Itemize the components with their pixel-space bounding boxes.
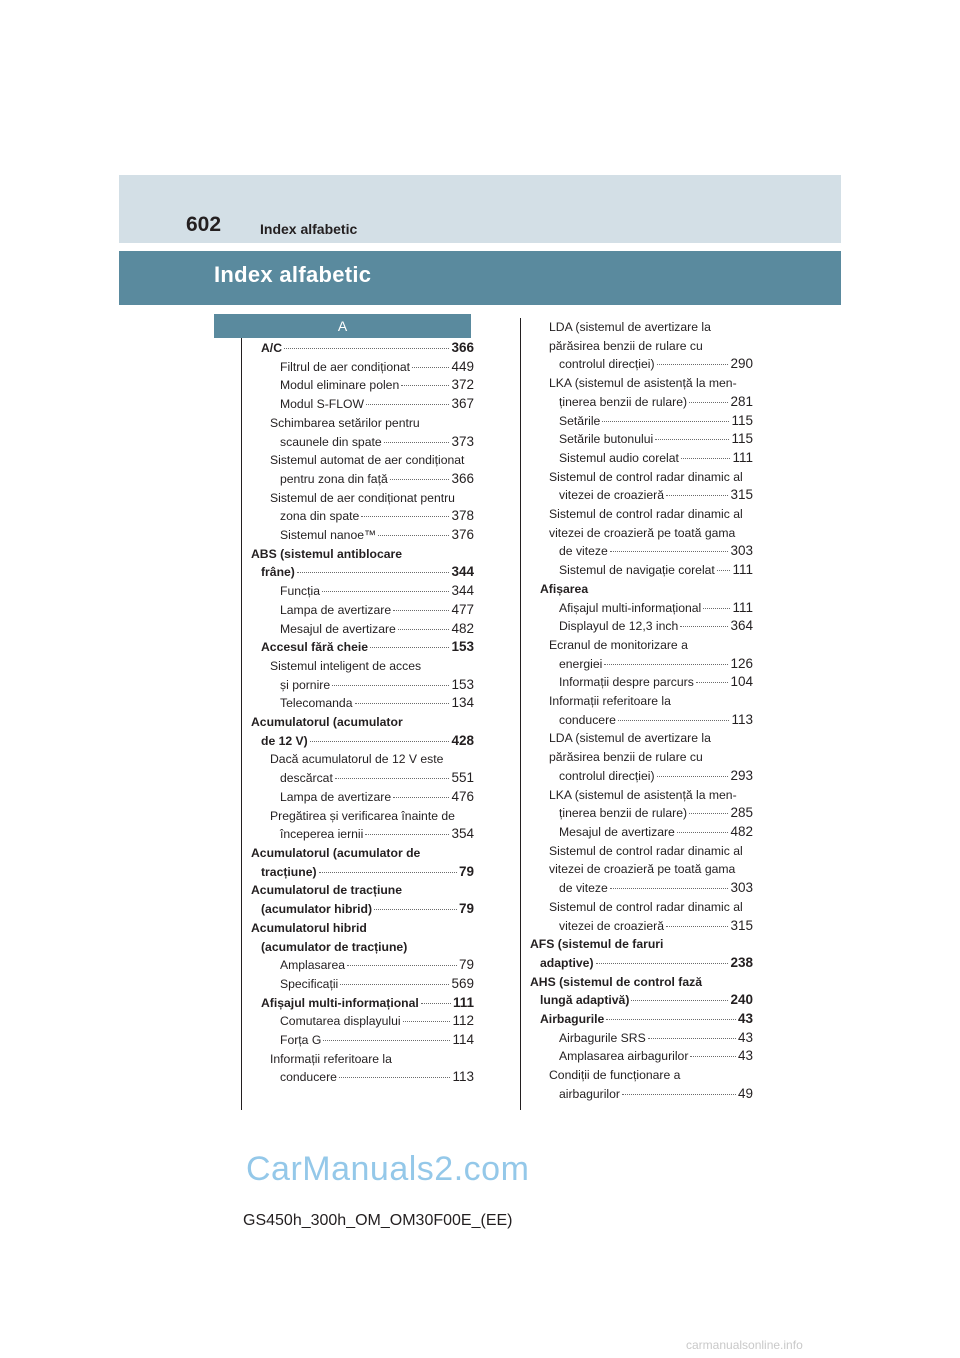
entry-text: Sistemul de control radar dinamic al xyxy=(549,469,743,484)
dot-leader xyxy=(680,626,728,627)
entry-text: AFS (sistemul de faruri xyxy=(530,937,664,952)
dot-leader xyxy=(677,832,729,833)
dot-leader xyxy=(655,439,729,440)
entry-text: începerea iernii xyxy=(280,827,364,842)
page-reference: 449 xyxy=(451,358,474,374)
index-subentry xyxy=(530,1029,753,1048)
header-band xyxy=(119,175,841,243)
entry-text: Sistemul inteligent de acces xyxy=(270,658,422,673)
entry-text: Acumulatorul de tracțiune xyxy=(251,883,403,898)
entry-text: descărcat xyxy=(280,771,333,786)
dot-leader xyxy=(666,495,728,496)
entry-text: vitezei de croazieră pe toată gama xyxy=(549,525,736,540)
dot-leader xyxy=(374,909,457,910)
index-column-right xyxy=(530,318,753,1104)
page-reference: 344 xyxy=(451,564,474,580)
index-subentry xyxy=(251,601,474,620)
dot-leader xyxy=(332,685,449,686)
dot-leader xyxy=(393,610,449,611)
entry-text: Sistemul de control radar dinamic al xyxy=(549,899,743,914)
dot-leader xyxy=(339,1077,451,1078)
entry-text: ținerea benzii de rulare) xyxy=(559,394,688,409)
entry-text: Telecomanda xyxy=(280,696,353,711)
entry-text: Acumulatorul (acumulator xyxy=(251,715,403,730)
entry-text: Afișarea xyxy=(540,581,589,596)
index-entry xyxy=(530,973,753,1010)
entry-text: controlul direcției) xyxy=(559,357,655,372)
index-subentry xyxy=(251,376,474,395)
entry-text: Afișajul multi-informațional xyxy=(261,995,419,1010)
index-subentry xyxy=(530,823,753,842)
entry-text: și pornire xyxy=(280,677,331,692)
entry-text: de viteze xyxy=(559,881,608,896)
dot-leader xyxy=(596,963,729,964)
page-reference: 364 xyxy=(730,618,753,634)
entry-text: de viteze xyxy=(559,544,608,559)
entry-text: Sistemul de aer condiționat pentru xyxy=(270,490,455,505)
page-reference: 372 xyxy=(451,377,474,393)
dot-leader xyxy=(335,778,450,779)
index-subentry xyxy=(530,449,753,468)
dot-leader xyxy=(606,1019,736,1020)
entry-text: Acumulatorul (acumulator de xyxy=(251,845,421,860)
entry-text: Schimbarea setărilor pentru xyxy=(270,415,420,430)
page-reference: 315 xyxy=(730,917,753,933)
entry-text: vitezei de croazieră pe toată gama xyxy=(549,862,736,877)
entry-text: Amplasarea xyxy=(280,958,346,973)
page-reference: 113 xyxy=(452,1069,474,1085)
page-reference: 111 xyxy=(732,449,753,465)
dot-leader xyxy=(602,421,729,422)
dot-leader xyxy=(390,479,450,480)
dot-leader xyxy=(322,591,450,592)
index-subentry xyxy=(251,956,474,975)
entry-text: lungă adaptivă) xyxy=(540,993,630,1008)
index-subentry xyxy=(251,788,474,807)
index-column-left xyxy=(251,339,474,1087)
index-subentry xyxy=(530,374,753,411)
page-reference: 79 xyxy=(458,863,474,879)
page-reference: 49 xyxy=(737,1085,753,1101)
entry-text: vitezei de croazieră xyxy=(559,488,664,503)
entry-text: ABS (sistemul antiblocare xyxy=(251,546,403,561)
entry-text: (acumulator hibrid) xyxy=(261,902,373,917)
dot-leader xyxy=(622,1094,736,1095)
index-subentry xyxy=(251,694,474,713)
index-subentry xyxy=(530,692,753,729)
index-entry xyxy=(251,994,474,1013)
entry-text: airbagurilor xyxy=(559,1086,620,1101)
dot-leader xyxy=(323,1040,450,1041)
dot-leader xyxy=(412,367,449,368)
footer-code: GS450h_300h_OM_OM30F00E_(EE) xyxy=(243,1212,513,1229)
index-subentry xyxy=(251,657,474,694)
entry-text: Funcția xyxy=(280,584,320,599)
index-subentry xyxy=(530,561,753,580)
page-reference: 482 xyxy=(451,620,474,636)
index-subentry xyxy=(251,620,474,639)
index-subentry xyxy=(530,1066,753,1103)
page-reference: 290 xyxy=(730,356,753,372)
column-rule-left xyxy=(241,338,242,1110)
entry-text: vitezei de croazieră xyxy=(559,918,664,933)
dot-leader xyxy=(631,1000,728,1001)
page-reference: 376 xyxy=(451,527,474,543)
entry-text: părăsirea benzii de rulare cu xyxy=(549,338,703,353)
entry-text: LDA (sistemul de avertizare la xyxy=(549,731,711,746)
page-reference: 476 xyxy=(451,788,474,804)
entry-text: Sistemul audio corelat xyxy=(559,450,679,465)
page-reference: 115 xyxy=(731,412,753,428)
index-subentry xyxy=(530,842,753,898)
page-reference: 111 xyxy=(732,599,753,615)
page-title: Index alfabetic xyxy=(214,262,372,287)
entry-text: tracțiune) xyxy=(261,864,317,879)
page-reference: 303 xyxy=(730,880,753,896)
dot-leader xyxy=(703,608,730,609)
dot-leader xyxy=(355,703,450,704)
dot-leader xyxy=(610,888,729,889)
page-reference: 367 xyxy=(451,396,474,412)
page-reference: 303 xyxy=(730,543,753,559)
index-entry xyxy=(530,580,753,599)
dot-leader xyxy=(618,720,730,721)
page-reference: 79 xyxy=(458,901,474,917)
entry-text: AHS (sistemul de control fază xyxy=(530,974,703,989)
page-reference: 482 xyxy=(730,823,753,839)
index-subentry xyxy=(530,898,753,935)
entry-text: Informații referitoare la xyxy=(270,1051,392,1066)
index-entry xyxy=(251,919,474,956)
entry-text: Mesajul de avertizare xyxy=(559,824,675,839)
index-subentry xyxy=(251,582,474,601)
dot-leader xyxy=(384,442,450,443)
entry-text: Sistemul automat de aer condiționat xyxy=(270,453,465,468)
page-reference: 79 xyxy=(458,957,474,973)
entry-text: pentru zona din față xyxy=(280,471,388,486)
dot-leader xyxy=(657,776,729,777)
dot-leader xyxy=(604,664,728,665)
entry-text: Filtrul de aer condiționat xyxy=(280,359,411,374)
page-reference: 373 xyxy=(451,433,474,449)
index-entry xyxy=(530,1010,753,1029)
index-subentry xyxy=(251,1031,474,1050)
entry-text: LKA (sistemul de asistență la men- xyxy=(549,787,737,802)
entry-text: Condiții de funcționare a xyxy=(549,1068,681,1083)
page-reference: 113 xyxy=(731,711,753,727)
page-reference: 477 xyxy=(451,601,474,617)
entry-text: A/C xyxy=(261,341,282,355)
page-reference: 366 xyxy=(451,470,474,486)
index-subentry xyxy=(530,505,753,561)
dot-leader xyxy=(666,926,728,927)
entry-text: zona din spate xyxy=(280,509,360,524)
entry-text: Setările xyxy=(559,413,601,428)
section-letter: A xyxy=(337,318,348,334)
index-subentry xyxy=(530,729,753,785)
page-reference: 104 xyxy=(730,674,753,690)
page-reference: 126 xyxy=(730,655,753,671)
dot-leader xyxy=(403,1021,451,1022)
index-subentry xyxy=(530,636,753,673)
entry-text: (acumulator de tracțiune) xyxy=(261,939,408,954)
entry-text: Acumulatorul hibrid xyxy=(251,920,367,935)
page-reference: 115 xyxy=(731,431,753,447)
watermark: CarManuals2.com xyxy=(246,1150,530,1188)
index-subentry xyxy=(251,489,474,526)
page-reference: 428 xyxy=(451,732,474,748)
entry-text: conducere xyxy=(559,712,616,727)
index-subentry xyxy=(251,975,474,994)
dot-leader xyxy=(696,682,729,683)
entry-text: Modul S-FLOW xyxy=(280,397,364,412)
entry-text: Informații despre parcurs xyxy=(559,675,694,690)
dot-leader xyxy=(365,834,449,835)
index-subentry xyxy=(251,395,474,414)
dot-leader xyxy=(284,348,449,349)
dot-leader xyxy=(401,385,449,386)
entry-text: Lampa de avertizare xyxy=(280,602,392,617)
entry-text: de 12 V) xyxy=(261,733,308,748)
dot-leader xyxy=(378,535,449,536)
entry-text: Afișajul multi-informațional xyxy=(559,600,702,615)
page-reference: 114 xyxy=(452,1032,474,1048)
entry-text: Modul eliminare polen xyxy=(280,378,400,393)
index-subentry xyxy=(530,430,753,449)
page-reference: 111 xyxy=(732,562,753,578)
entry-text: Airbagurile xyxy=(540,1012,605,1027)
entry-text: Dacă acumulatorul de 12 V este xyxy=(270,752,444,767)
index-subentry xyxy=(530,412,753,431)
dot-leader xyxy=(361,516,449,517)
page-reference: 354 xyxy=(451,826,474,842)
index-subentry xyxy=(251,526,474,545)
entry-text: Mesajul de avertizare xyxy=(280,621,396,636)
index-subentry xyxy=(530,468,753,505)
page-reference: 551 xyxy=(451,770,474,786)
index-entry xyxy=(251,844,474,881)
page-reference: 569 xyxy=(451,975,474,991)
index-subentry xyxy=(251,807,474,844)
dot-leader xyxy=(393,797,449,798)
page-reference: 153 xyxy=(451,639,474,655)
entry-text: Informații referitoare la xyxy=(549,694,671,709)
index-subentry xyxy=(530,1047,753,1066)
index-entry xyxy=(251,339,474,358)
index-entry xyxy=(251,881,474,918)
entry-text: Amplasarea airbagurilor xyxy=(559,1049,689,1064)
index-subentry xyxy=(251,750,474,787)
index-subentry xyxy=(251,451,474,488)
entry-text: conducere xyxy=(280,1070,337,1085)
entry-text: Sistemul de control radar dinamic al xyxy=(549,843,743,858)
entry-text: Airbagurile SRS xyxy=(559,1030,646,1045)
entry-text: Displayul de 12,3 inch xyxy=(559,619,679,634)
index-subentry xyxy=(530,786,753,823)
dot-leader xyxy=(717,570,731,571)
entry-text: controlul direcției) xyxy=(559,768,655,783)
entry-text: Accesul fără cheie xyxy=(261,640,369,655)
page-reference: 43 xyxy=(737,1029,753,1045)
dot-leader xyxy=(648,1038,736,1039)
page-reference: 293 xyxy=(730,767,753,783)
entry-text: frâne) xyxy=(261,565,295,580)
entry-text: scaunele din spate xyxy=(280,434,382,449)
running-head: Index alfabetic xyxy=(260,221,358,237)
index-subentry xyxy=(251,1012,474,1031)
dot-leader xyxy=(340,984,449,985)
page-reference: 112 xyxy=(452,1013,474,1029)
dot-leader xyxy=(610,551,729,552)
index-subentry xyxy=(530,617,753,636)
dot-leader xyxy=(690,1056,736,1057)
dot-leader xyxy=(681,458,731,459)
dot-leader xyxy=(366,404,449,405)
index-subentry xyxy=(530,673,753,692)
index-subentry xyxy=(251,414,474,451)
page-reference: 134 xyxy=(451,695,474,711)
index-subentry xyxy=(530,599,753,618)
entry-text: energiei xyxy=(559,656,603,671)
index-entry xyxy=(251,545,474,582)
index-subentry xyxy=(251,358,474,377)
entry-text: Setările butonului xyxy=(559,432,654,447)
dot-leader xyxy=(689,402,728,403)
page-reference: 344 xyxy=(451,583,474,599)
entry-text: părăsirea benzii de rulare cu xyxy=(549,750,703,765)
index-subentry xyxy=(251,1050,474,1087)
page-reference: 240 xyxy=(730,992,753,1008)
entry-text: LDA (sistemul de avertizare la xyxy=(549,320,711,334)
page-reference: 378 xyxy=(451,508,474,524)
dot-leader xyxy=(347,965,457,966)
index-entry xyxy=(530,935,753,972)
page-number: 602 xyxy=(186,213,222,236)
section-letter-band xyxy=(214,314,471,338)
dot-leader xyxy=(310,741,450,742)
entry-text: Sistemul nanoe™ xyxy=(280,528,377,543)
page-reference: 315 xyxy=(730,487,753,503)
page-reference: 281 xyxy=(730,393,753,409)
entry-text: Pregătirea și verificarea înainte de xyxy=(270,808,455,823)
page-reference: 43 xyxy=(737,1011,753,1027)
dot-leader xyxy=(398,629,450,630)
watermark-secondary: carmanualsonline.info xyxy=(686,1338,803,1352)
entry-text: Specificații xyxy=(280,976,339,991)
page-reference: 285 xyxy=(730,805,753,821)
entry-text: Sistemul de navigație corelat xyxy=(559,563,715,578)
page-reference: 153 xyxy=(451,676,474,692)
dot-leader xyxy=(657,364,729,365)
dot-leader xyxy=(689,813,728,814)
entry-text: ținerea benzii de rulare) xyxy=(559,806,688,821)
entry-text: adaptive) xyxy=(540,955,594,970)
entry-text: LKA (sistemul de asistență la men- xyxy=(549,376,737,391)
column-rule-right xyxy=(520,318,521,1110)
dot-leader xyxy=(297,572,450,573)
index-entry xyxy=(251,638,474,657)
index-entry xyxy=(251,713,474,750)
dot-leader xyxy=(319,872,457,873)
entry-text: Comutarea displayului xyxy=(280,1014,401,1029)
page-reference: 366 xyxy=(451,340,474,355)
dot-leader xyxy=(421,1003,451,1004)
dot-leader xyxy=(370,647,449,648)
entry-text: Lampa de avertizare xyxy=(280,789,392,804)
entry-text: Ecranul de monitorizare a xyxy=(549,637,688,652)
entry-text: Sistemul de control radar dinamic al xyxy=(549,507,743,522)
page-reference: 238 xyxy=(730,954,753,970)
entry-text: Forța G xyxy=(280,1033,322,1048)
page-reference: 43 xyxy=(737,1048,753,1064)
page-reference: 111 xyxy=(452,994,474,1010)
index-subentry xyxy=(530,318,753,374)
